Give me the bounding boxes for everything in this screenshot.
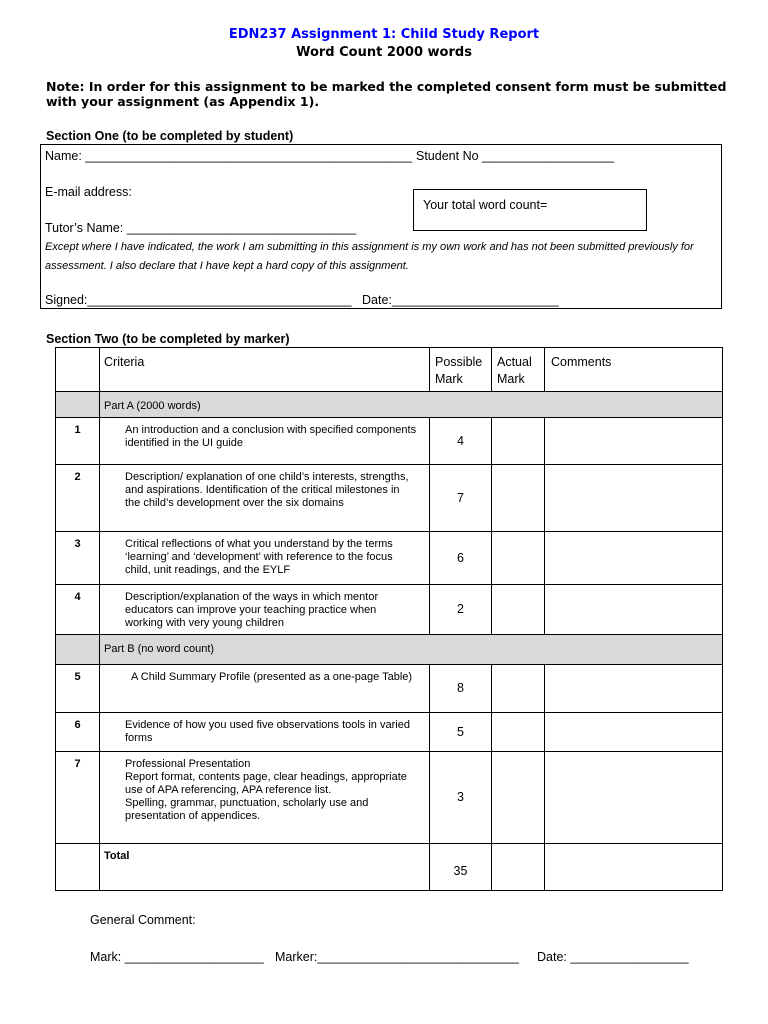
section-two-heading: Section Two (to be completed by marker) (46, 332, 290, 346)
document-title: EDN237 Assignment 1: Child Study Report (228, 27, 540, 42)
part-a-label: Part A (2000 words) (100, 392, 723, 418)
actual-mark-cell[interactable] (492, 532, 545, 585)
student-no-field[interactable]: Student No ___________________ (416, 149, 615, 163)
actual-mark-cell[interactable] (492, 418, 545, 465)
signed-field[interactable]: Signed:______________________________________ (45, 293, 352, 307)
criterion-text: Critical reflections of what you understand by the terms ‘learning’ and ‘development’ with reference to the focus child, unit readings, and the EYLF (100, 532, 430, 585)
comment-cell[interactable] (545, 665, 723, 713)
comment-cell[interactable] (545, 585, 723, 635)
table-row (56, 665, 723, 713)
criterion-text: Description/ explanation of one child’s interests, strengths, and aspirations. Identification of the critical milestones in the child’s development over the six domains (100, 465, 430, 532)
criterion-text: Description/explanation of the ways in which mentor educators can improve your teaching practice when working with very young children (100, 585, 430, 635)
criterion-text: An introduction and a conclusion with specified components identified in the UI guide (100, 418, 430, 465)
criterion-number: 2 (56, 465, 100, 532)
table-row (56, 532, 723, 585)
comment-cell[interactable] (545, 713, 723, 752)
table-header-row (56, 348, 723, 392)
number-column-header (56, 348, 100, 392)
possible-mark: 3 (430, 752, 492, 844)
date-field[interactable]: Date:________________________ (362, 293, 559, 307)
mark-field[interactable]: Mark: ____________________ (90, 950, 264, 964)
total-actual-mark-cell[interactable] (492, 844, 545, 891)
possible-mark: 5 (430, 713, 492, 752)
name-field[interactable]: Name: _______________________________________________ (45, 149, 413, 163)
table-row (56, 465, 723, 532)
comment-cell[interactable] (545, 752, 723, 844)
table-row (56, 418, 723, 465)
part-b-row (56, 635, 723, 665)
comments-column-header: Comments (545, 348, 723, 392)
criterion-number: 3 (56, 532, 100, 585)
word-count-requirement: Word Count 2000 words (296, 45, 472, 60)
possible-mark: 7 (430, 465, 492, 532)
word-count-box[interactable]: Your total word count= (413, 189, 647, 231)
table-row (56, 713, 723, 752)
footer-date-field[interactable]: Date: _________________ (537, 950, 689, 964)
criteria-column-header: Criteria (100, 348, 430, 392)
actual-mark-cell[interactable] (492, 713, 545, 752)
comment-cell[interactable] (545, 418, 723, 465)
actual-mark-cell[interactable] (492, 465, 545, 532)
tutor-name-field[interactable]: Tutor’s Name: _________________________________ (45, 221, 357, 235)
table-row (56, 752, 723, 844)
email-field[interactable]: E-mail address: (45, 185, 132, 199)
total-comment-cell[interactable] (545, 844, 723, 891)
actual-mark-cell[interactable] (492, 665, 545, 713)
criterion-number: 1 (56, 418, 100, 465)
possible-mark: 8 (430, 665, 492, 713)
criterion-number: 7 (56, 752, 100, 844)
total-possible-mark: 35 (430, 844, 492, 891)
marking-criteria-table (55, 347, 723, 891)
consent-note: Note: In order for this assignment to be marked the completed consent form must be submitted with your assignment (as Appendix 1). (46, 79, 727, 109)
criterion-number: 4 (56, 585, 100, 635)
possible-mark-column-header: Possible Mark (430, 348, 492, 392)
part-b-label: Part B (no word count) (100, 635, 723, 665)
possible-mark: 4 (430, 418, 492, 465)
actual-mark-cell[interactable] (492, 585, 545, 635)
part-a-row (56, 392, 723, 418)
table-row (56, 585, 723, 635)
possible-mark: 6 (430, 532, 492, 585)
declaration-text: Except where I have indicated, the work I am submitting in this assignment is my own work and has not been submitted previously for assessment. I also declare that I have kept a hard copy of this assignment. (45, 241, 694, 272)
total-label: Total (100, 844, 430, 891)
criterion-number: 5 (56, 665, 100, 713)
criterion-text: A Child Summary Profile (presented as a one-page Table) (100, 665, 430, 713)
criterion-text: Professional Presentation Report format, contents page, clear headings, appropriate use of APA referencing, APA reference list. Spelling, grammar, punctuation, scholarly use and presentation of appendices. (100, 752, 430, 844)
possible-mark: 2 (430, 585, 492, 635)
general-comment-label: General Comment: (90, 913, 196, 927)
criterion-text: Evidence of how you used five observations tools in varied forms (100, 713, 430, 752)
criterion-number: 6 (56, 713, 100, 752)
actual-mark-cell[interactable] (492, 752, 545, 844)
total-row (56, 844, 723, 891)
comment-cell[interactable] (545, 532, 723, 585)
comment-cell[interactable] (545, 465, 723, 532)
section-one-heading: Section One (to be completed by student) (46, 129, 294, 143)
actual-mark-column-header: Actual Mark (492, 348, 545, 392)
marker-field[interactable]: Marker:_____________________________ (275, 950, 519, 964)
